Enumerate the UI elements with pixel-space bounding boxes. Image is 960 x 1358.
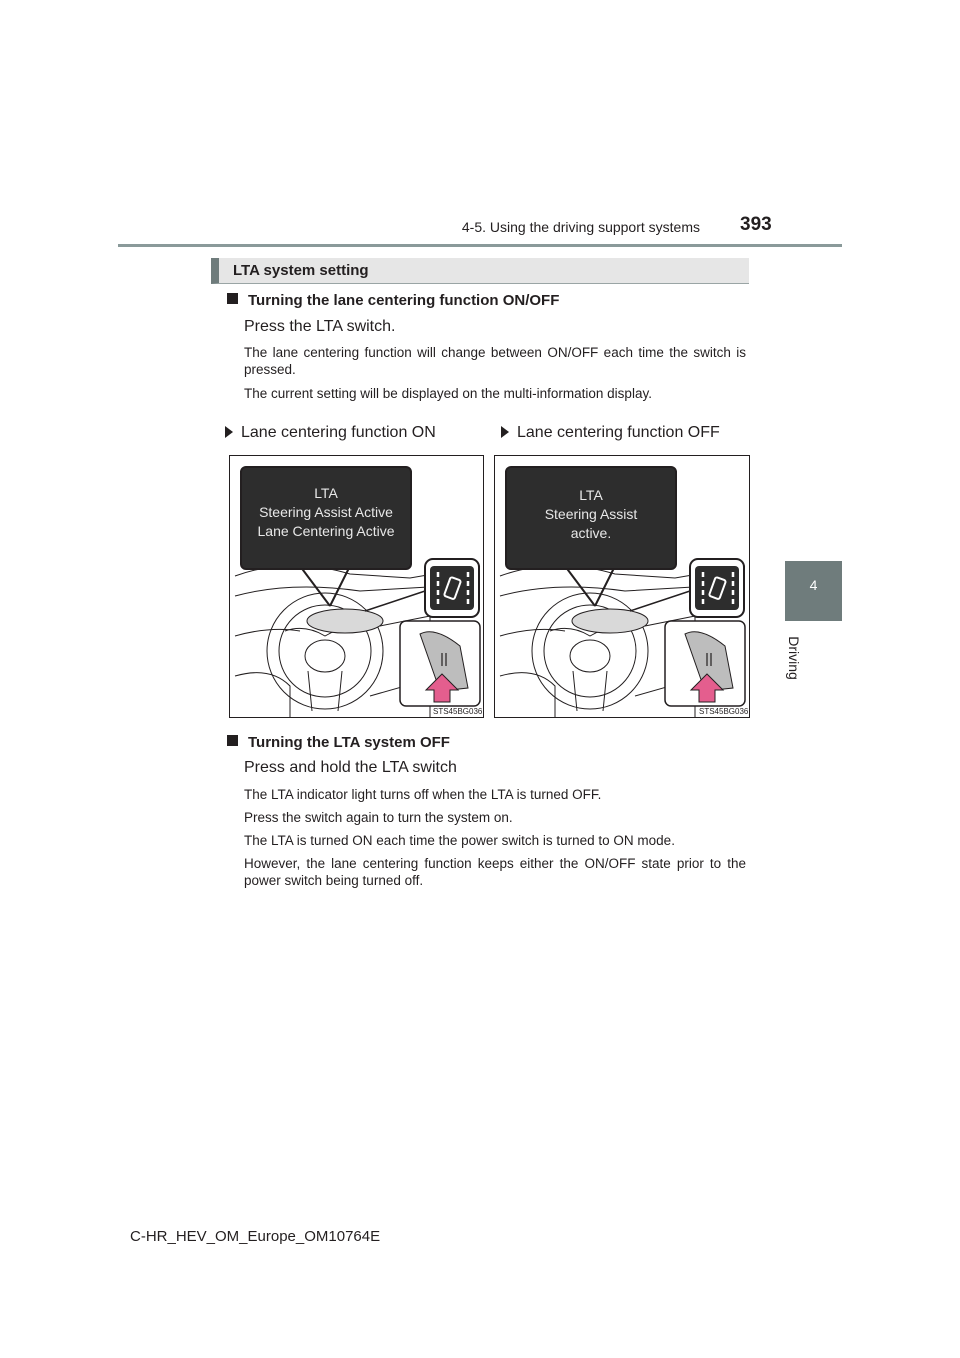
chapter-tab: 4 (785, 561, 842, 621)
caption-text: Lane centering function OFF (517, 424, 720, 441)
multi-info-display (240, 466, 412, 570)
header-divider (118, 244, 842, 247)
display-line: LTA (314, 485, 338, 501)
subheading-text: Turning the lane centering function ON/OFF (248, 292, 560, 309)
display-line: active. (570, 525, 612, 541)
subheading-lta-off (227, 734, 450, 751)
caption-text: Lane centering function ON (241, 424, 436, 441)
figure-caption-on (225, 424, 436, 442)
note-paragraph: The lane centering function will change between ON/OFF each time the switch is pressed. (244, 345, 746, 377)
instruction-text: Press the LTA switch. (244, 318, 396, 335)
display-line: Steering Assist (544, 506, 638, 522)
section-title: LTA system setting (233, 262, 369, 279)
figure-caption-off (501, 424, 720, 442)
figure-lane-centering-on (229, 455, 484, 718)
note-paragraph: The LTA is turned ON each time the power switch is turned to ON mode. (244, 833, 675, 848)
subheading-text: Turning the LTA system OFF (248, 734, 450, 751)
note-paragraph: Press the switch again to turn the system on. (244, 810, 513, 825)
square-bullet-icon (227, 735, 238, 746)
section-title-bar (211, 258, 749, 284)
note-paragraph: However, the lane centering function keeps either the ON/OFF state prior to the power switch being turned off. (244, 856, 746, 888)
page-number: 393 (740, 214, 772, 235)
figure-code: STS45BG036 (433, 707, 483, 716)
figure-lane-centering-off (494, 455, 750, 718)
document-code: C-HR_HEV_OM_Europe_OM10764E (130, 1228, 381, 1245)
display-line: Lane Centering Active (257, 523, 395, 539)
multi-info-display (505, 466, 677, 570)
subheading-lane-centering (227, 292, 559, 309)
figure-code: STS45BG036 (699, 707, 749, 716)
square-bullet-icon (227, 293, 238, 304)
instruction-text: Press and hold the LTA switch (244, 759, 457, 776)
running-header: 4-5. Using the driving support systems (461, 219, 700, 235)
display-line: LTA (579, 487, 603, 503)
triangle-bullet-icon (501, 426, 509, 438)
triangle-bullet-icon (225, 426, 233, 438)
note-paragraph: The LTA indicator light turns off when the LTA is turned OFF. (244, 787, 602, 802)
display-line: Steering Assist Active (259, 504, 393, 520)
chapter-label: Driving (786, 636, 802, 680)
note-paragraph: The current setting will be displayed on the multi-information display. (244, 386, 652, 401)
